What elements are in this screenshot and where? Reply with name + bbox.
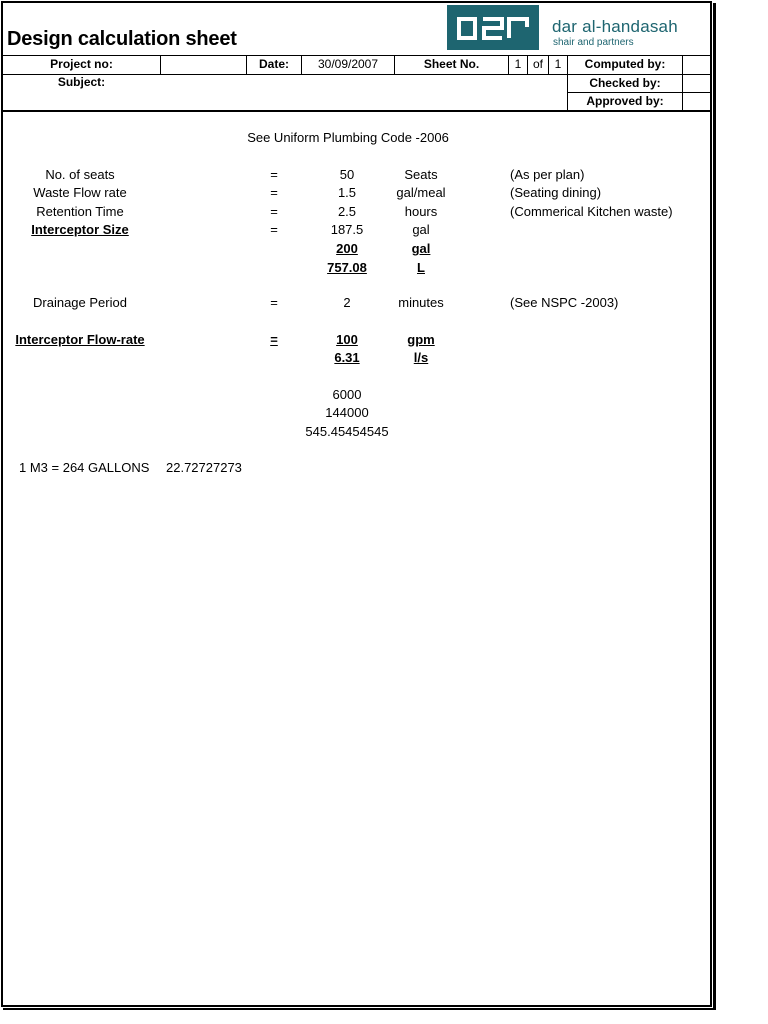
- project-no-label: Project no:: [50, 57, 113, 71]
- header-line-bottom: [3, 110, 712, 112]
- sheet-of-label: of: [532, 57, 543, 71]
- interceptor-size-unit: gal: [412, 222, 430, 237]
- row-equals: =: [270, 204, 278, 219]
- row-unit: gal/meal: [396, 185, 446, 200]
- drainage-equals: =: [270, 295, 278, 310]
- page-title: Design calculation sheet: [7, 28, 237, 50]
- row-value: 50: [339, 167, 355, 182]
- row-note: (As per plan): [510, 167, 585, 182]
- computed-by-label: Computed by:: [584, 57, 666, 71]
- calculation-sheet: [1, 1, 712, 1007]
- drainage-unit: minutes: [398, 295, 444, 310]
- flow-rate-ls-value: 6.31: [334, 350, 360, 365]
- size-litres-value: 757.08: [327, 260, 367, 275]
- size-rounded-unit: gal: [411, 241, 431, 256]
- checked-by-label: Checked by:: [589, 76, 661, 90]
- interceptor-size-label: Interceptor Size: [31, 222, 129, 237]
- sheet-shadow-right: [713, 3, 716, 1009]
- approved-by-label: Approved by:: [586, 94, 664, 108]
- flow-rate-value: 100: [336, 332, 358, 347]
- logo-company-subtitle: shair and partners: [553, 37, 634, 48]
- reference-code: See Uniform Plumbing Code -2006: [247, 130, 449, 145]
- sheet-current[interactable]: 1: [514, 57, 522, 71]
- sheet-no-label: Sheet No.: [423, 57, 480, 71]
- company-logo: [447, 5, 539, 50]
- drainage-value: 2: [343, 295, 351, 310]
- row-note: (Commerical Kitchen waste): [510, 204, 673, 219]
- row-equals: =: [270, 167, 278, 182]
- conversion-label: 1 M3 = 264 GALLONS: [19, 460, 150, 475]
- date-label: Date:: [258, 57, 289, 71]
- logo-company-name: dar al-handasah: [552, 17, 678, 36]
- row-label: Waste Flow rate: [33, 185, 127, 200]
- drainage-note: (See NSPC -2003): [510, 295, 619, 310]
- conversion-value: 22.72727273: [166, 460, 242, 475]
- row-value: 1.5: [337, 185, 357, 200]
- subject-label: Subject:: [57, 75, 106, 89]
- row-label: Retention Time: [36, 204, 124, 219]
- extra-value: 6000: [332, 387, 362, 402]
- header-divider: [160, 55, 161, 74]
- header-divider: [682, 55, 683, 111]
- row-unit: Seats: [404, 167, 438, 182]
- flow-rate-label: Interceptor Flow-rate: [15, 332, 145, 347]
- logo-mark-icon: [447, 5, 539, 50]
- size-litres-unit: L: [417, 260, 425, 275]
- flow-rate-equals: =: [270, 332, 278, 347]
- row-unit: hours: [404, 204, 438, 219]
- interceptor-size-value: 187.5: [330, 222, 364, 237]
- row-equals: =: [270, 222, 278, 237]
- drainage-label: Drainage Period: [33, 295, 127, 310]
- row-value: 2.5: [337, 204, 357, 219]
- extra-value: 144000: [325, 405, 369, 420]
- flow-rate-unit: gpm: [407, 332, 435, 347]
- size-rounded-value: 200: [336, 241, 358, 256]
- row-equals: =: [270, 185, 278, 200]
- sheet-shadow-bottom: [3, 1008, 716, 1010]
- row-note: (Seating dining): [510, 185, 602, 200]
- row-label: No. of seats: [45, 167, 115, 182]
- sheet-total[interactable]: 1: [554, 57, 562, 71]
- date-value[interactable]: 30/09/2007: [317, 57, 379, 71]
- flow-rate-ls-unit: l/s: [413, 350, 429, 365]
- extra-value: 545.45454545: [305, 424, 389, 439]
